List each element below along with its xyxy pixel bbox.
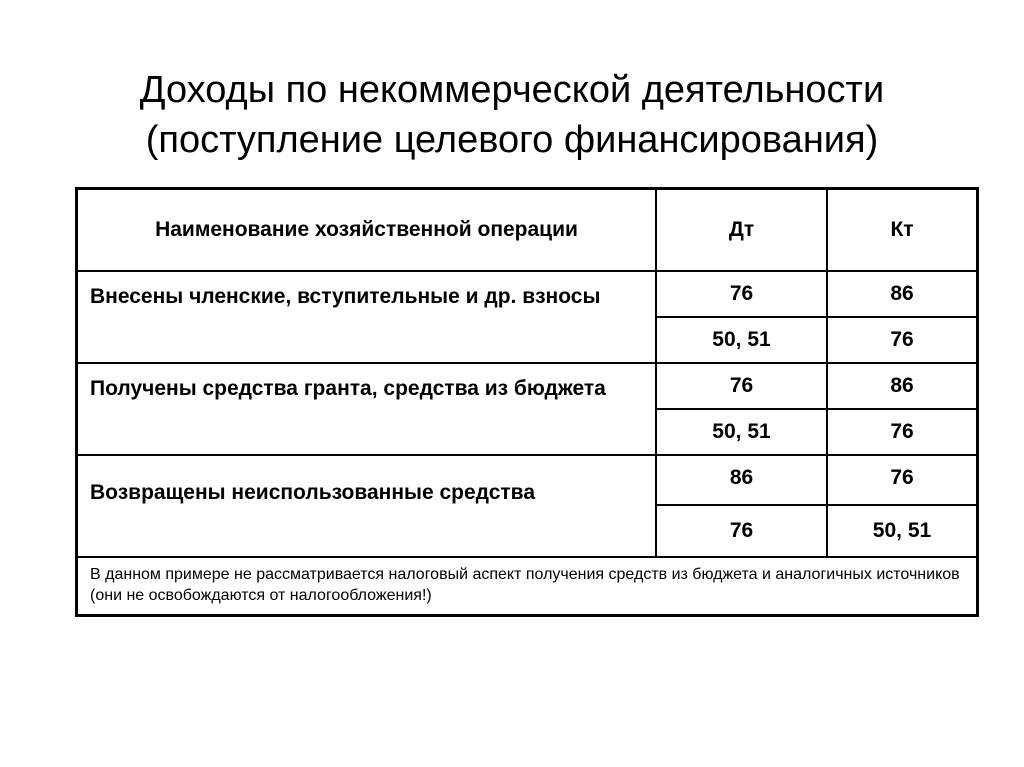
table-note: В данном примере не рассматривается налоговый аспект получения средств из бюджета и аналогичных источников (они не освобождаются от налогообложения!) (77, 557, 977, 615)
credit-cell: 86 (827, 363, 977, 409)
slide-title-line-1: Доходы по некоммерческой деятельности (139, 69, 885, 112)
slide-title (0, 65, 1024, 165)
credit-cell: 76 (827, 317, 977, 363)
debit-cell: 76 (656, 363, 827, 409)
header-debit: Дт (656, 189, 827, 271)
table-header-row (77, 189, 977, 271)
credit-cell: 76 (827, 455, 977, 505)
operations-table (76, 188, 978, 616)
slide-title-line-2: (поступление целевого финансирования) (145, 119, 879, 162)
credit-cell: 86 (827, 271, 977, 317)
header-operation: Наименование хозяйственной операции (77, 189, 656, 271)
table-row (77, 455, 977, 505)
debit-cell: 50, 51 (656, 317, 827, 363)
credit-cell: 50, 51 (827, 505, 977, 557)
credit-cell: 76 (827, 409, 977, 455)
note-row (77, 557, 977, 615)
operation-cell: Возвращены неиспользованные средства (77, 455, 656, 557)
header-credit: Кт (827, 189, 977, 271)
debit-cell: 86 (656, 455, 827, 505)
table-row (77, 271, 977, 317)
table-row (77, 363, 977, 409)
debit-cell: 76 (656, 271, 827, 317)
operation-cell: Получены средства гранта, средства из бюджета (77, 363, 656, 455)
debit-cell: 76 (656, 505, 827, 557)
debit-cell: 50, 51 (656, 409, 827, 455)
operation-cell: Внесены членские, вступительные и др. взносы (77, 271, 656, 363)
